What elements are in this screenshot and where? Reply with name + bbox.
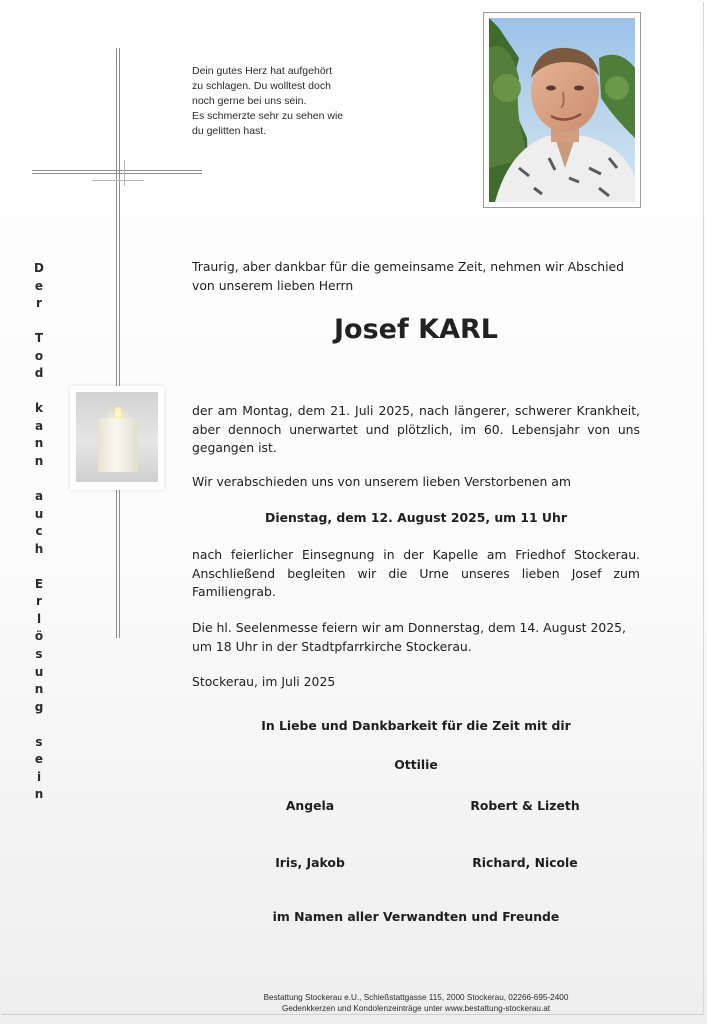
candle-image (70, 386, 164, 490)
farewell-intro: Wir verabschieden uns von unserem lieben Verstorbenen am (192, 474, 571, 489)
poem-line: Dein gutes Herz hat aufgehört (192, 65, 333, 77)
candle-background (76, 392, 158, 482)
motto-letter: u (34, 664, 44, 679)
motto-letter: n (34, 436, 44, 451)
cross-horizontal-beam (32, 170, 202, 174)
motto-letter (28, 313, 50, 331)
candle-body (98, 418, 138, 472)
place-date: Stockerau, im Juli 2025 (192, 674, 336, 689)
motto-letter: n (34, 454, 44, 469)
memorial-poem (192, 64, 392, 139)
motto-letter: e (34, 752, 44, 767)
motto-letter: ö (34, 629, 44, 644)
motto-letter: i (36, 769, 42, 784)
motto-letter: T (34, 331, 44, 346)
motto-letter: a (34, 489, 44, 504)
motto-letter: E (34, 576, 44, 591)
poem-line: zu schlagen. Du wolltest doch (192, 80, 331, 92)
motto-letter (28, 558, 50, 576)
ceremony-text: nach feierlicher Einsegnung in der Kapelle am Friedhof Stockerau. Anschließend begleiten wir die Urne unseres lieben Josef zum Familiengrab. (192, 547, 640, 599)
mourner-spouse: Ottilie (394, 757, 438, 772)
motto-letter: r (36, 296, 42, 311)
motto-letter (28, 716, 50, 734)
candle-flame-icon (115, 407, 121, 419)
motto-letter: n (34, 682, 44, 697)
poem-line: noch gerne bei uns sein. (192, 95, 307, 107)
motto-letter: h (34, 541, 44, 556)
motto-letter: l (36, 611, 42, 626)
mourner-right-2: Richard, Nicole (472, 855, 578, 870)
deceased-name: Josef KARL (334, 314, 498, 345)
poem-line: du gelitten hast. (192, 125, 267, 137)
motto-letter: g (34, 699, 44, 714)
portrait-photo-image (489, 18, 635, 202)
motto-letter: o (34, 348, 44, 363)
farewell-date: Dienstag, dem 12. August 2025, um 11 Uhr (265, 510, 567, 525)
mourner-left-2: Iris, Jakob (275, 855, 345, 870)
motto-letter: r (36, 594, 42, 609)
cross-inner-line (92, 180, 144, 181)
mourner-right-1: Robert & Lizeth (470, 798, 580, 813)
motto-letter: c (35, 524, 43, 539)
mourner-all: im Namen aller Verwandten und Freunde (272, 909, 560, 924)
footer-address: Bestattung Stockerau e.U., Schießstattgasse 115, 2000 Stockerau, 02266-695-2400 (263, 993, 569, 1002)
motto-letter: D (34, 261, 44, 275)
vertical-motto (28, 260, 50, 804)
intro-text: Traurig, aber dankbar für die gemeinsame Zeit, nehmen wir Abschied von unserem lieben Herrn (192, 259, 625, 293)
cross-inner-line-vertical (124, 160, 125, 186)
closing-line: In Liebe und Dankbarkeit für die Zeit mit dir (261, 718, 571, 733)
poem-line: Es schmerzte sehr zu sehen wie (192, 110, 344, 122)
mourner-left-1: Angela (285, 798, 335, 813)
portrait-photo-frame (483, 12, 641, 208)
motto-letter: e (34, 278, 44, 293)
motto-letter: s (35, 647, 43, 662)
footer-website: Gedenkkerzen und Kondolenzeinträge unter www.bestattung-stockerau.at (281, 1004, 551, 1013)
mass-text: Die hl. Seelenmesse feiern wir am Donnerstag, dem 14. August 2025, um 18 Uhr in der Stadtpfarrkirche Stockerau. (192, 620, 626, 654)
motto-letter: a (34, 418, 44, 433)
motto-letter (28, 471, 50, 489)
motto-letter: k (35, 401, 43, 416)
motto-letter: d (34, 366, 44, 381)
motto-letter: s (35, 734, 43, 749)
motto-letter: n (34, 787, 44, 802)
motto-letter (28, 383, 50, 401)
portrait-photo (489, 18, 635, 202)
death-announcement: der am Montag, dem 21. Juli 2025, nach längerer, schwerer Krankheit, aber dennoch unerwartet und plötzlich, im 60. Lebensjahr von uns gegangen ist. (192, 403, 640, 455)
cross-vertical-beam (116, 48, 120, 638)
motto-letter: u (34, 506, 44, 521)
